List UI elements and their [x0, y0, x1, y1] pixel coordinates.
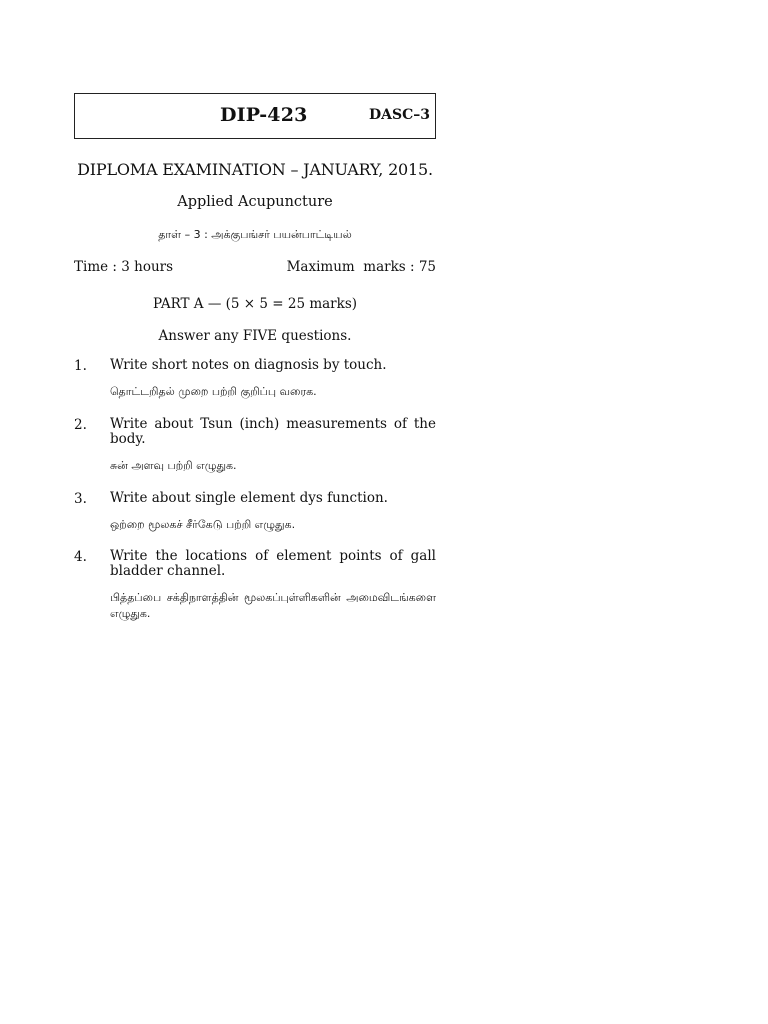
question-text-english: Write the locations of element points of gall bladder channel.: [110, 548, 436, 579]
exam-title: DIPLOMA EXAMINATION – JANUARY, 2015.: [77, 160, 433, 179]
section-instruction: Answer any FIVE questions.: [158, 328, 352, 344]
question-text-english: Write about Tsun (inch) measurements of the body.: [110, 416, 436, 447]
question-text-tamil: தொட்டறிதல் முறை பற்றி குறிப்பு வரைக.: [110, 385, 317, 398]
subject-title: Applied Acupuncture: [177, 194, 333, 210]
exam-paper: [74, 93, 436, 620]
maximum-marks: Maximum marks : 75: [286, 259, 436, 275]
question-text-tamil: சுன் அளவு பற்றி எழுதுக.: [110, 459, 237, 472]
question-item: [74, 549, 436, 622]
question-number: 2.: [74, 417, 87, 433]
question-item: [74, 491, 436, 533]
question-text-tamil: பித்தப்பை சக்திநாளத்தின் மூலகப்புள்ளிகளின் அமைவிடங்களை எழுதுக.: [110, 591, 436, 620]
question-number: 3.: [74, 491, 87, 507]
question-number: 1.: [74, 358, 87, 374]
paper-title-tamil: தாள் – 3 : அக்குபங்சர் பயன்பாட்டியல்: [158, 228, 352, 241]
question-text-english: Write short notes on diagnosis by touch.: [110, 357, 387, 373]
question-item: [74, 358, 436, 400]
section-heading: PART A — (5 × 5 = 25 marks): [152, 296, 358, 312]
paper-code-box: [74, 93, 436, 139]
paper-code: DIP-423: [220, 104, 308, 126]
question-text-tamil: ஒற்றை மூலகச் சீர்கேடு பற்றி எழுதுக.: [110, 518, 296, 531]
course-code: DASC–3: [369, 107, 430, 123]
question-number: 4.: [74, 549, 87, 565]
question-text-english: Write about single element dys function.: [110, 490, 388, 506]
question-item: [74, 417, 436, 474]
exam-duration: Time : 3 hours: [74, 259, 174, 275]
